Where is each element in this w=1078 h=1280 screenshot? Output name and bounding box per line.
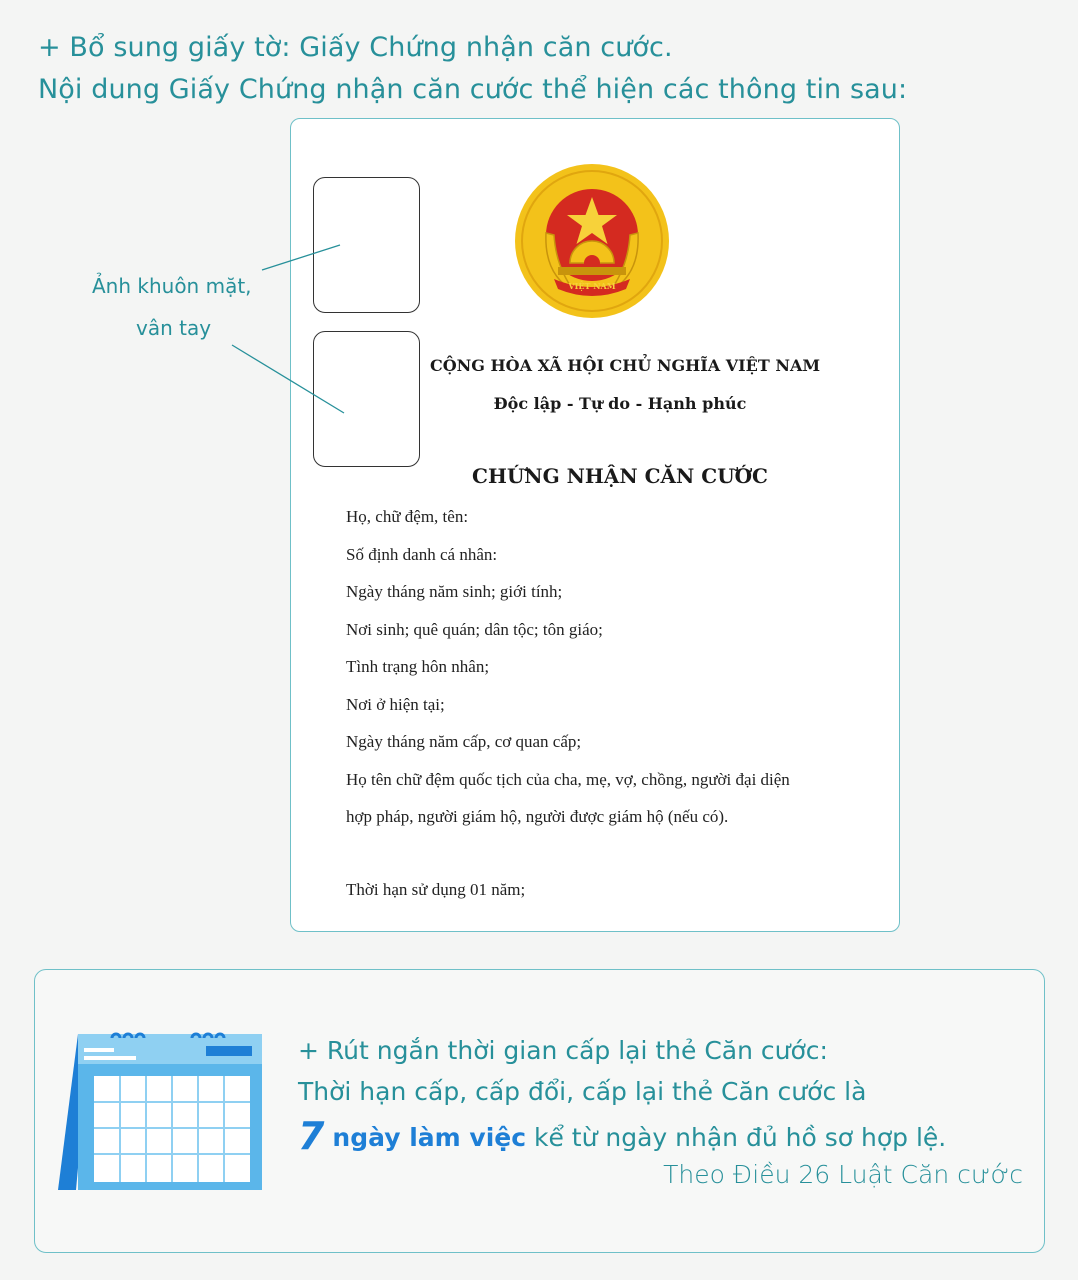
face-photo-box	[313, 177, 420, 313]
legal-source: Theo Điều 26 Luật Căn cước	[663, 1160, 1023, 1189]
national-motto: Độc lập - Tự do - Hạnh phúc	[493, 394, 747, 413]
header-line-2: Nội dung Giấy Chứng nhận căn cước thể hiện các thông tin sau:	[38, 74, 908, 105]
field-birth-gender: Ngày tháng năm sinh; giới tính;	[346, 582, 563, 601]
callout-label-line-1: Ảnh khuôn mặt,	[92, 274, 252, 298]
info-line-1: + Rút ngắn thời gian cấp lại thẻ Căn cước:	[298, 1036, 828, 1065]
field-marital-status: Tình trạng hôn nhân;	[346, 657, 490, 676]
certificate-field-list	[346, 505, 790, 843]
field-relatives-line-2: hợp pháp, người giám hộ, người được giám hộ (nếu có).	[346, 807, 729, 826]
field-issue-date: Ngày tháng năm cấp, cơ quan cấp;	[346, 732, 582, 751]
callout-label-line-2: vân tay	[136, 316, 212, 340]
field-full-name: Họ, chữ đệm, tên:	[346, 507, 469, 526]
days-label: ngày làm việc	[332, 1123, 527, 1152]
days-number: 7	[298, 1114, 325, 1158]
info-line-3	[298, 1114, 946, 1158]
field-residence: Nơi ở hiện tại;	[346, 694, 445, 714]
national-emblem-icon	[514, 163, 670, 319]
emblem-banner-text: VIỆT NAM	[568, 281, 616, 291]
field-relatives-line-1: Họ tên chữ đệm quốc tịch của cha, mẹ, vợ, chồng, người đại diện	[346, 769, 790, 789]
nation-name: CỘNG HÒA XÃ HỘI CHỦ NGHĨA VIỆT NAM	[430, 356, 821, 375]
certificate-title: CHỨNG NHẬN CĂN CƯỚC	[472, 464, 768, 488]
field-personal-id: Số định danh cá nhân:	[346, 544, 498, 564]
field-origin: Nơi sinh; quê quán; dân tộc; tôn giáo;	[346, 619, 603, 639]
info-line-2: Thời hạn cấp, cấp đổi, cấp lại thẻ Căn cước là	[298, 1077, 867, 1106]
header-line-1: + Bổ sung giấy tờ: Giấy Chứng nhận căn cước.	[38, 32, 673, 63]
calendar-icon	[56, 1020, 278, 1195]
info-line-3-rest: kể từ ngày nhận đủ hồ sơ hợp lệ.	[526, 1123, 947, 1152]
fingerprint-box	[313, 331, 420, 467]
validity-period: Thời hạn sử dụng 01 năm;	[346, 880, 526, 899]
